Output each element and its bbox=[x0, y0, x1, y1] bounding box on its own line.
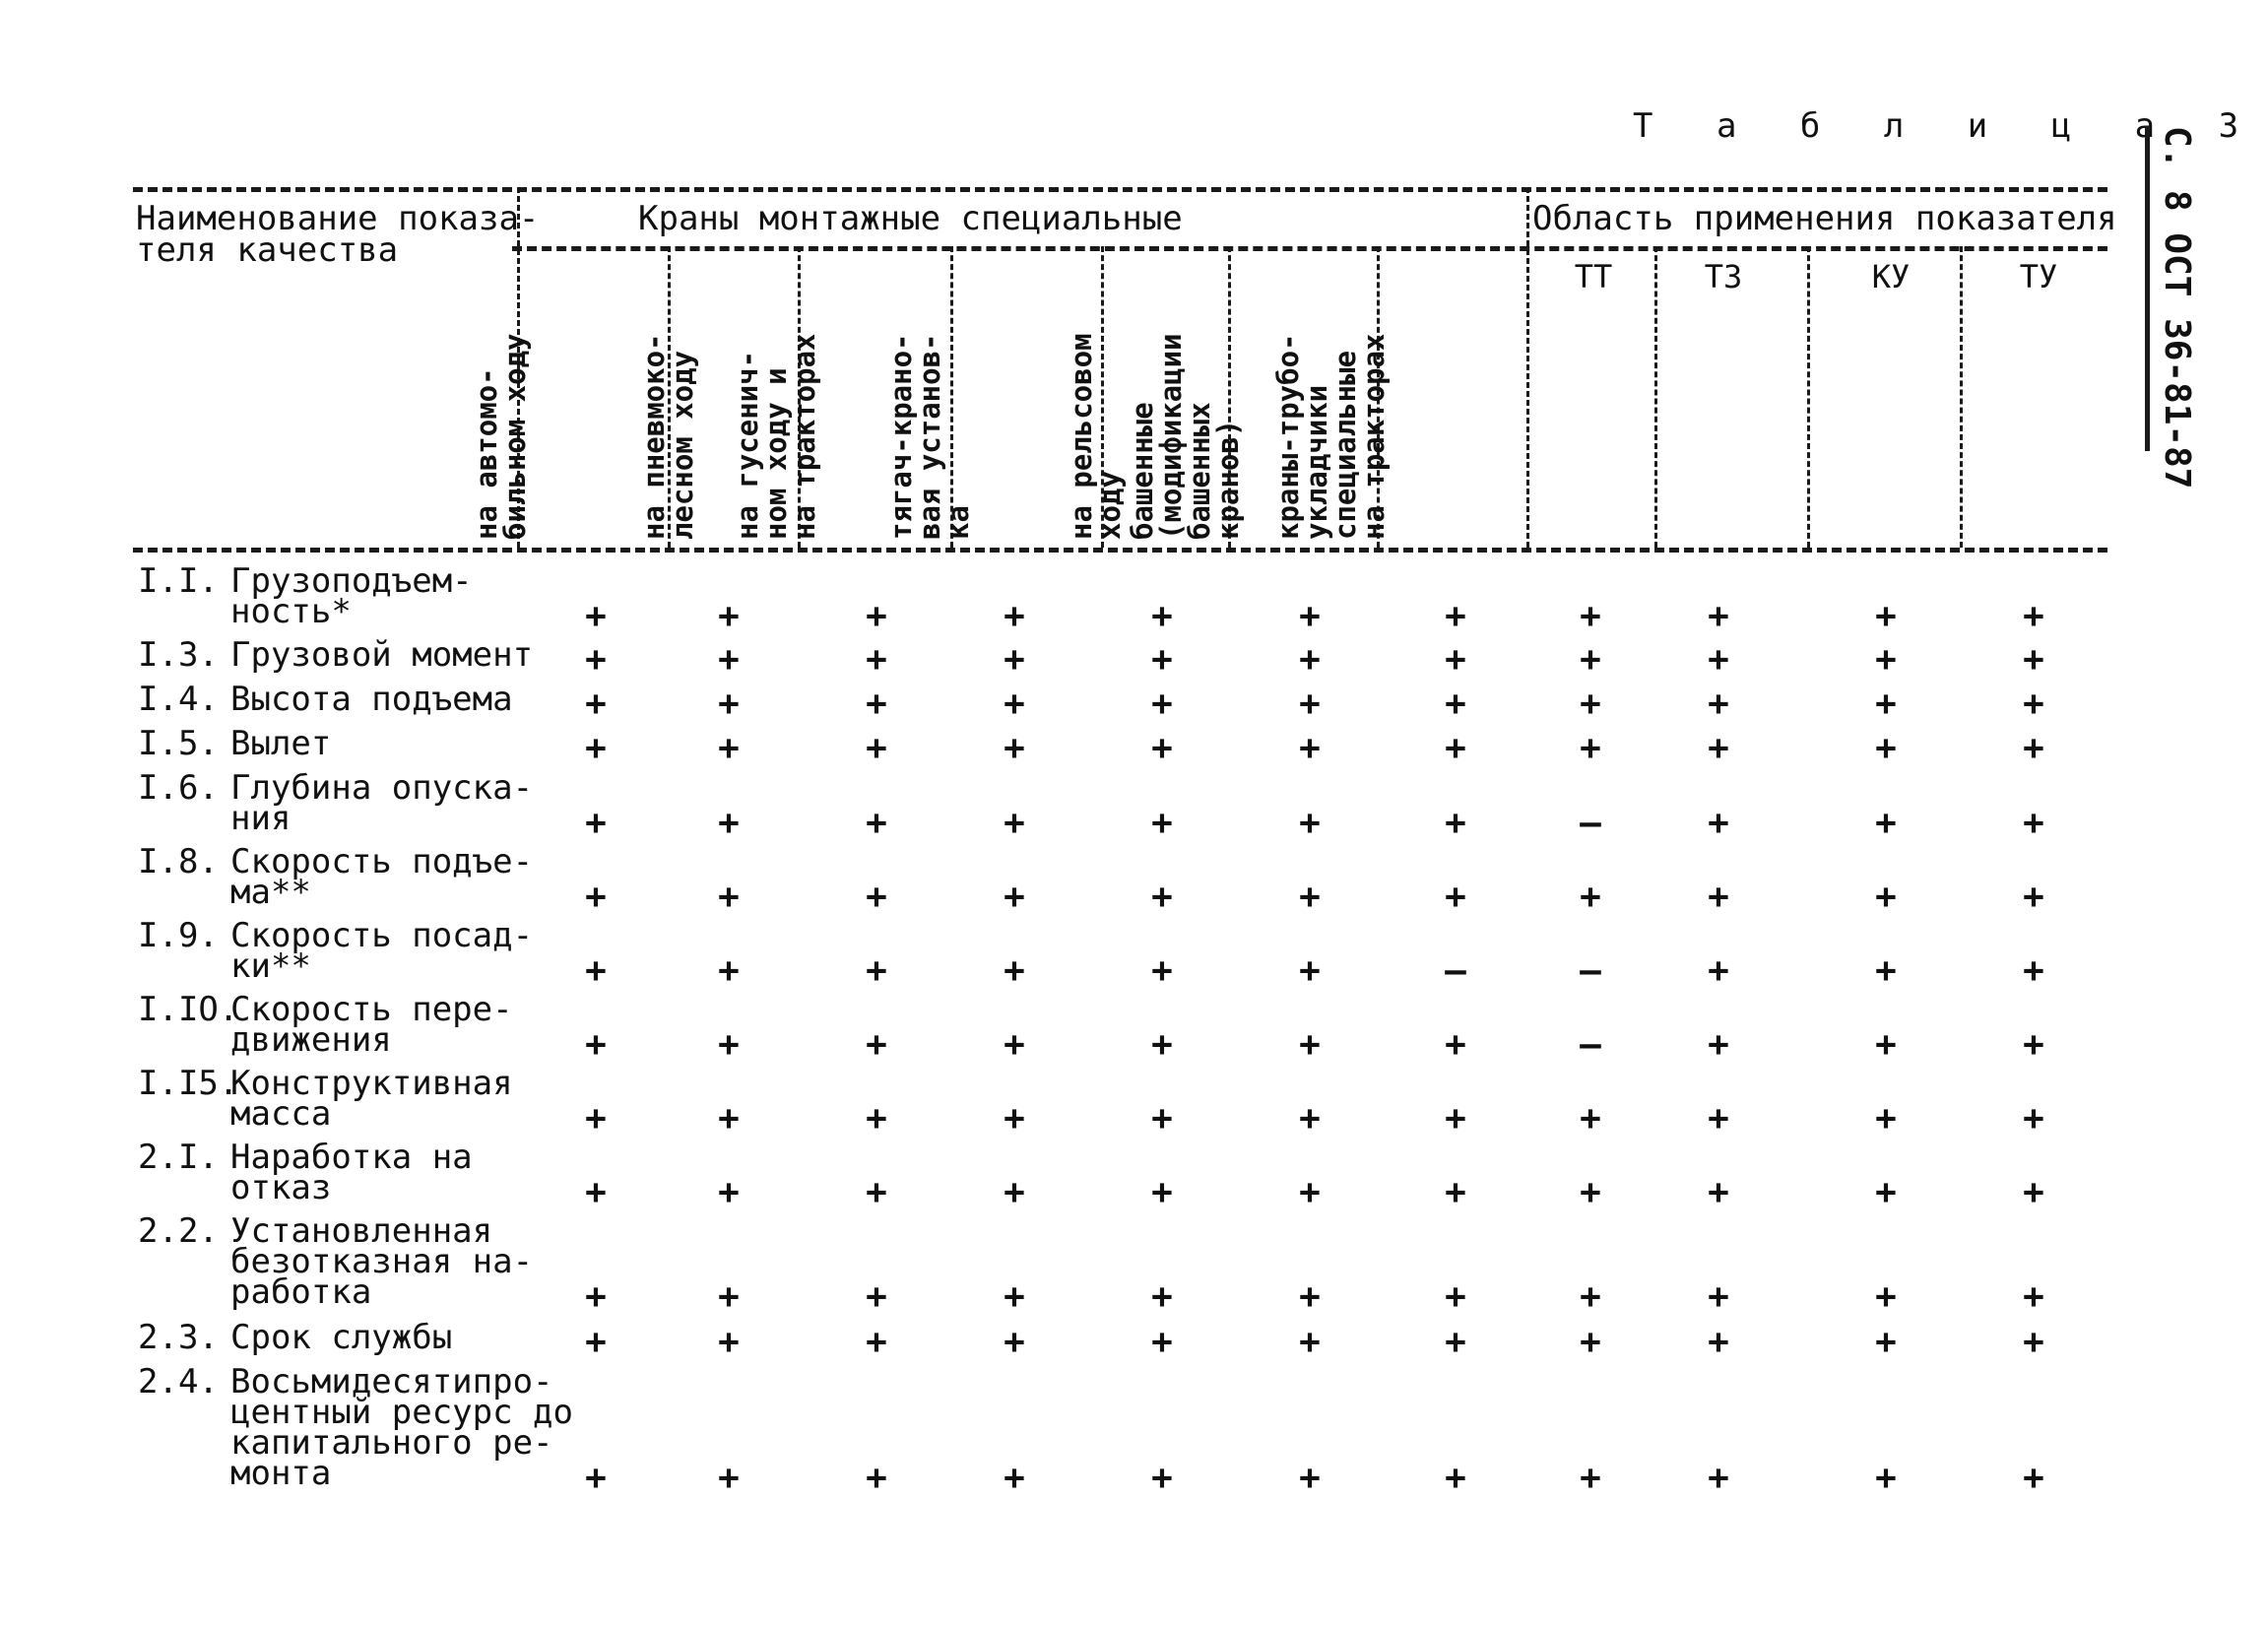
row-name-line: ки** bbox=[230, 946, 311, 986]
row-name-line: Высота подъема bbox=[230, 680, 513, 719]
cell-mark: + bbox=[1299, 728, 1321, 768]
cell-mark: + bbox=[718, 877, 740, 917]
cell-mark: + bbox=[1708, 1458, 1729, 1498]
cell-mark: + bbox=[866, 1172, 887, 1212]
cell-mark: + bbox=[585, 950, 607, 991]
cell-mark: + bbox=[1299, 1098, 1321, 1139]
cell-mark: + bbox=[1708, 639, 1729, 680]
crane-type-header-tower: башенные (модификации башенных кранов) bbox=[1126, 333, 1245, 540]
cell-mark: + bbox=[2023, 1098, 2044, 1139]
cell-mark: + bbox=[1445, 1172, 1466, 1212]
crane-type-header-tracked: на гусенич- ном ходу и на тракторах bbox=[731, 333, 821, 540]
cell-mark: + bbox=[1708, 803, 1729, 843]
table-caption: Т а б л и ц а 3 bbox=[1633, 106, 2261, 146]
cell-mark: + bbox=[1004, 684, 1025, 724]
cell-mark: + bbox=[718, 639, 740, 680]
cell-mark: + bbox=[866, 1276, 887, 1317]
cell-mark: + bbox=[718, 1098, 740, 1139]
cell-mark: + bbox=[1004, 596, 1025, 636]
row-name-line: работка bbox=[230, 1272, 372, 1312]
cell-mark: – bbox=[1580, 1024, 1601, 1065]
cell-mark: + bbox=[1004, 803, 1025, 843]
cell-mark: + bbox=[1445, 803, 1466, 843]
col-divider bbox=[1807, 246, 1810, 548]
row-name bbox=[138, 1064, 513, 1134]
cell-mark: + bbox=[1004, 1322, 1025, 1362]
cell-mark: + bbox=[2023, 728, 2044, 768]
cell-mark: + bbox=[585, 728, 607, 768]
row-name-line: отказ bbox=[230, 1168, 332, 1207]
row-number: I.6. bbox=[138, 768, 219, 808]
row-name-line: Конструктивная bbox=[230, 1064, 513, 1103]
cell-mark: + bbox=[2023, 1024, 2044, 1065]
cell-mark: + bbox=[2023, 1322, 2044, 1362]
row-name-line: ния bbox=[230, 799, 292, 838]
row-name-line: Срок службы bbox=[230, 1318, 453, 1357]
cell-mark: + bbox=[866, 877, 887, 917]
cell-mark: + bbox=[1875, 1276, 1897, 1317]
cell-mark: + bbox=[585, 684, 607, 724]
cell-mark: – bbox=[1580, 950, 1601, 991]
cell-mark: + bbox=[1875, 728, 1897, 768]
col-divider bbox=[1654, 246, 1657, 548]
row-name bbox=[138, 635, 534, 675]
crane-type-header-pneumatic: на пневмоко- лесном ходу bbox=[637, 333, 699, 540]
cell-mark: + bbox=[1151, 1024, 1173, 1065]
crane-type-header-auto: на автомо- бильном ходу bbox=[470, 333, 532, 540]
area-header-tz: ТЗ bbox=[1704, 258, 1743, 295]
cell-mark: + bbox=[1299, 803, 1321, 843]
cell-mark: + bbox=[1004, 950, 1025, 991]
row-name bbox=[138, 680, 513, 719]
row-name-line: ность* bbox=[230, 592, 352, 631]
col-divider bbox=[1960, 246, 1963, 548]
cell-mark: + bbox=[2023, 596, 2044, 636]
row-number: I.8. bbox=[138, 842, 219, 881]
cell-mark: + bbox=[1875, 950, 1897, 991]
row-number: I.9. bbox=[138, 916, 219, 955]
area-header-tu: ТУ bbox=[2019, 258, 2058, 295]
cell-mark: + bbox=[1151, 1276, 1173, 1317]
cell-mark: + bbox=[1151, 684, 1173, 724]
cell-mark: + bbox=[866, 803, 887, 843]
cell-mark: + bbox=[1445, 1322, 1466, 1362]
row-name bbox=[138, 1138, 473, 1207]
row-number: I.I. bbox=[138, 561, 219, 601]
cell-mark: + bbox=[866, 1458, 887, 1498]
cell-mark: + bbox=[718, 728, 740, 768]
cell-mark: + bbox=[718, 596, 740, 636]
cell-mark: + bbox=[718, 1172, 740, 1212]
row-name-line: Скорость подъе- bbox=[230, 842, 534, 881]
cell-mark: + bbox=[1299, 596, 1321, 636]
cell-mark: + bbox=[1708, 684, 1729, 724]
row-number: 2.3. bbox=[138, 1318, 219, 1357]
cell-mark: + bbox=[585, 1098, 607, 1139]
cell-mark: + bbox=[1004, 1458, 1025, 1498]
cell-mark: + bbox=[2023, 639, 2044, 680]
cell-mark: + bbox=[1004, 639, 1025, 680]
cell-mark: + bbox=[585, 639, 607, 680]
cell-mark: + bbox=[1580, 728, 1601, 768]
cell-mark: + bbox=[1580, 1458, 1601, 1498]
cell-mark: + bbox=[1580, 1322, 1601, 1362]
cell-mark: + bbox=[1445, 1024, 1466, 1065]
cell-mark: + bbox=[718, 1024, 740, 1065]
row-name bbox=[138, 842, 534, 912]
cell-mark: + bbox=[1299, 1172, 1321, 1212]
cell-mark: + bbox=[585, 1172, 607, 1212]
cell-mark: – bbox=[1580, 803, 1601, 843]
row-name-line: Восьмидесятипро- bbox=[230, 1362, 553, 1401]
cell-mark: + bbox=[1708, 1098, 1729, 1139]
cell-mark: + bbox=[1708, 1172, 1729, 1212]
cell-mark: + bbox=[1299, 1322, 1321, 1362]
cell-mark: + bbox=[585, 596, 607, 636]
cell-mark: + bbox=[585, 1458, 607, 1498]
cell-mark: + bbox=[1708, 1322, 1729, 1362]
cell-mark: + bbox=[1580, 877, 1601, 917]
cell-mark: + bbox=[718, 684, 740, 724]
row-name bbox=[138, 916, 534, 986]
cell-mark: + bbox=[2023, 950, 2044, 991]
row-name-line: Скорость пере- bbox=[230, 990, 513, 1029]
cell-mark: + bbox=[1708, 950, 1729, 991]
cell-mark: + bbox=[1580, 1098, 1601, 1139]
cell-mark: + bbox=[866, 728, 887, 768]
row-name-line: Скорость посад- bbox=[230, 916, 534, 955]
row-number: I.I5. bbox=[138, 1064, 239, 1103]
cell-mark: + bbox=[2023, 1276, 2044, 1317]
row-number: 2.4. bbox=[138, 1362, 219, 1401]
cell-mark: + bbox=[585, 803, 607, 843]
header-split-rule bbox=[512, 246, 2107, 251]
cell-mark: + bbox=[718, 1276, 740, 1317]
row-name-line: Наработка на bbox=[230, 1138, 473, 1177]
cell-mark: + bbox=[1151, 950, 1173, 991]
area-header-tt: ТТ bbox=[1574, 258, 1613, 295]
row-name bbox=[138, 561, 473, 631]
row-name-line: масса bbox=[230, 1094, 332, 1134]
row-name bbox=[138, 1362, 573, 1493]
cell-mark: + bbox=[1445, 684, 1466, 724]
cell-mark: + bbox=[1875, 803, 1897, 843]
cell-mark: + bbox=[1299, 639, 1321, 680]
row-name bbox=[138, 990, 513, 1060]
crane-type-header-tractor-unit: тягач-крано- вая установ- ка bbox=[884, 333, 975, 540]
cell-mark: + bbox=[1580, 596, 1601, 636]
cell-mark: + bbox=[1875, 1172, 1897, 1212]
cell-mark: + bbox=[1151, 728, 1173, 768]
cell-mark: + bbox=[1004, 1098, 1025, 1139]
cell-mark: + bbox=[1875, 1458, 1897, 1498]
cell-mark: + bbox=[2023, 877, 2044, 917]
cell-mark: + bbox=[1004, 728, 1025, 768]
table-top-rule bbox=[133, 187, 2107, 192]
cell-mark: + bbox=[1445, 1276, 1466, 1317]
cell-mark: + bbox=[718, 803, 740, 843]
row-name-line: монта bbox=[230, 1454, 332, 1493]
cell-mark: + bbox=[866, 950, 887, 991]
cell-mark: + bbox=[866, 596, 887, 636]
cell-mark: + bbox=[1299, 877, 1321, 917]
cell-mark: + bbox=[1445, 1098, 1466, 1139]
cell-mark: + bbox=[1875, 639, 1897, 680]
cell-mark: + bbox=[1580, 1276, 1601, 1317]
row-name bbox=[138, 768, 534, 838]
header-bottom-rule bbox=[133, 548, 2107, 553]
row-number: I.3. bbox=[138, 635, 219, 675]
cell-mark: + bbox=[1299, 1458, 1321, 1498]
cranes-group-header: Краны монтажные специальные bbox=[638, 199, 1183, 238]
row-name-line: центный ресурс до bbox=[230, 1393, 573, 1432]
crane-type-header-rail: на рельсовом ходу bbox=[1065, 333, 1127, 540]
row-number: I.4. bbox=[138, 680, 219, 719]
cell-mark: + bbox=[1445, 596, 1466, 636]
row-name-line: капитального ре- bbox=[230, 1423, 553, 1463]
row-name bbox=[138, 1318, 453, 1357]
cell-mark: + bbox=[585, 877, 607, 917]
cell-mark: + bbox=[1875, 1322, 1897, 1362]
cell-mark: + bbox=[2023, 684, 2044, 724]
row-number: 2.2. bbox=[138, 1211, 219, 1251]
cell-mark: + bbox=[1151, 639, 1173, 680]
cell-mark: + bbox=[866, 1024, 887, 1065]
cell-mark: + bbox=[1580, 684, 1601, 724]
name-column-header: Наименование показа- теля качества bbox=[136, 199, 540, 270]
cell-mark: + bbox=[2023, 803, 2044, 843]
cell-mark: + bbox=[1151, 877, 1173, 917]
row-name bbox=[138, 1211, 534, 1312]
row-name bbox=[138, 724, 332, 763]
cell-mark: + bbox=[1875, 684, 1897, 724]
cell-mark: + bbox=[1004, 1172, 1025, 1212]
cell-mark: + bbox=[718, 1458, 740, 1498]
cell-mark: + bbox=[866, 684, 887, 724]
cell-mark: + bbox=[585, 1024, 607, 1065]
cell-mark: + bbox=[1004, 1024, 1025, 1065]
cell-mark: + bbox=[1875, 1098, 1897, 1139]
cell-mark: + bbox=[585, 1276, 607, 1317]
cell-mark: + bbox=[1151, 1458, 1173, 1498]
row-name-line: безотказная на- bbox=[230, 1242, 534, 1281]
col-divider bbox=[1526, 187, 1529, 548]
cell-mark: + bbox=[866, 1098, 887, 1139]
cell-mark: + bbox=[1445, 728, 1466, 768]
cell-mark: + bbox=[718, 1322, 740, 1362]
row-name-line: Грузоподъем- bbox=[230, 561, 473, 601]
row-name-line: Глубина опуска- bbox=[230, 768, 534, 808]
cell-mark: + bbox=[1708, 877, 1729, 917]
document-code: С. 8 ОСТ 36-81-87 bbox=[2157, 126, 2197, 489]
cell-mark: + bbox=[1299, 1024, 1321, 1065]
row-name-line: движения bbox=[230, 1020, 392, 1060]
cell-mark: + bbox=[1875, 877, 1897, 917]
row-name-line: ма** bbox=[230, 873, 311, 912]
cell-mark: + bbox=[1151, 803, 1173, 843]
cell-mark: + bbox=[1445, 1458, 1466, 1498]
cell-mark: + bbox=[1299, 1276, 1321, 1317]
cell-mark: – bbox=[1445, 950, 1466, 991]
cell-mark: + bbox=[1151, 1098, 1173, 1139]
cell-mark: + bbox=[2023, 1458, 2044, 1498]
cell-mark: + bbox=[866, 639, 887, 680]
cell-mark: + bbox=[1445, 877, 1466, 917]
row-number: I.IO. bbox=[138, 990, 239, 1029]
cell-mark: + bbox=[1708, 1276, 1729, 1317]
cell-mark: + bbox=[2023, 1172, 2044, 1212]
cell-mark: + bbox=[1151, 596, 1173, 636]
cell-mark: + bbox=[1708, 596, 1729, 636]
row-number: I.5. bbox=[138, 724, 219, 763]
row-name-line: Грузовой момент bbox=[230, 635, 534, 675]
cell-mark: + bbox=[1151, 1172, 1173, 1212]
cell-mark: + bbox=[866, 1322, 887, 1362]
row-number: 2.I. bbox=[138, 1138, 219, 1177]
cell-mark: + bbox=[1708, 728, 1729, 768]
area-header-ku: КУ bbox=[1871, 258, 1911, 295]
row-name-line: Установленная bbox=[230, 1211, 493, 1251]
cell-mark: + bbox=[1580, 1172, 1601, 1212]
cell-mark: + bbox=[718, 950, 740, 991]
crane-type-header-pipelayer: краны-трубо- укладчики специальные на тракторах bbox=[1271, 333, 1391, 540]
cell-mark: + bbox=[1445, 639, 1466, 680]
row-name-line: Вылет bbox=[230, 724, 332, 763]
cell-mark: + bbox=[585, 1322, 607, 1362]
cell-mark: + bbox=[1299, 950, 1321, 991]
cell-mark: + bbox=[1299, 684, 1321, 724]
area-group-header: Область применения показателя bbox=[1532, 199, 2117, 238]
cell-mark: + bbox=[1580, 639, 1601, 680]
cell-mark: + bbox=[1004, 1276, 1025, 1317]
cell-mark: + bbox=[1875, 1024, 1897, 1065]
cell-mark: + bbox=[1004, 877, 1025, 917]
cell-mark: + bbox=[1151, 1322, 1173, 1362]
cell-mark: + bbox=[1875, 596, 1897, 636]
cell-mark: + bbox=[1708, 1024, 1729, 1065]
